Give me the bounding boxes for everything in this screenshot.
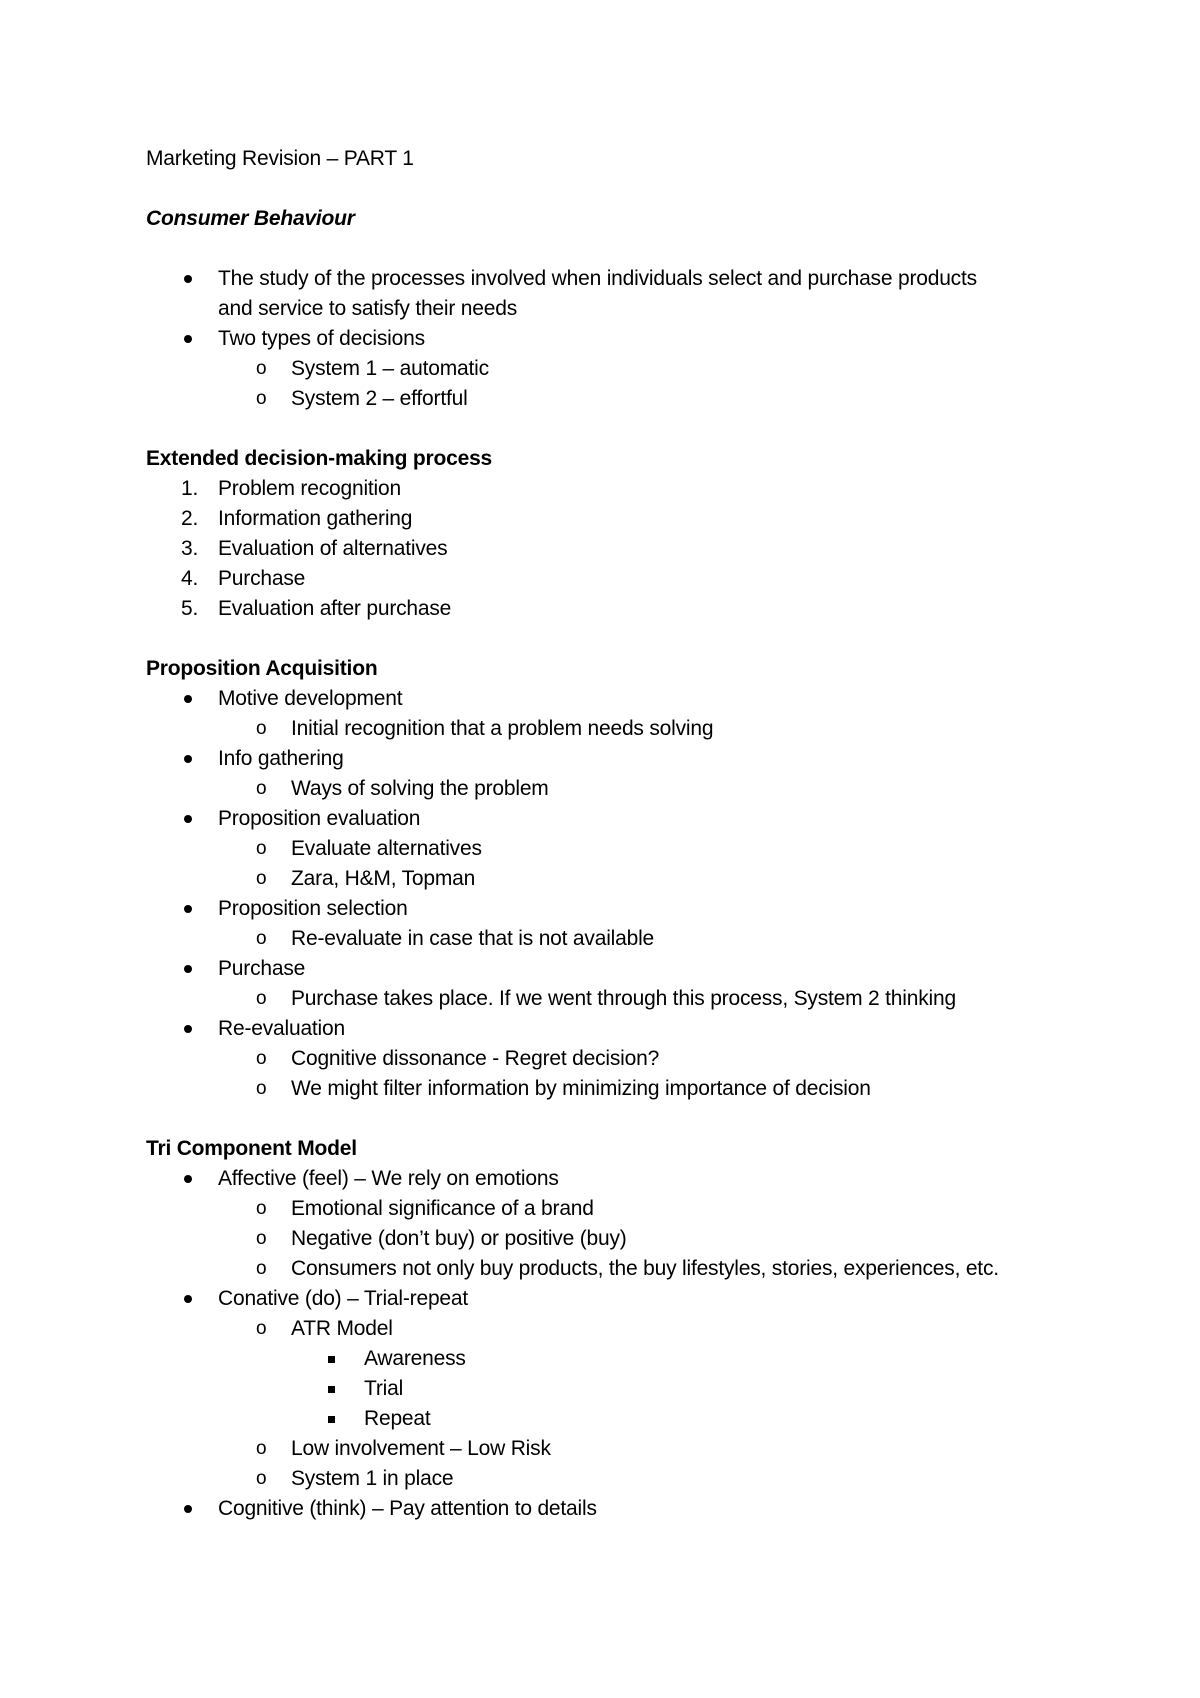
list-item [146,1224,1086,1254]
list-number: 3. [181,537,199,560]
circle-bullet-icon: o [256,1318,267,1339]
list-item-text: Motive development [218,687,403,710]
list-item [146,264,1086,324]
list-item-text: Evaluation after purchase [218,597,452,620]
list-item [146,924,1086,954]
circle-bullet-icon: o [256,988,267,1009]
list-item [146,1314,1086,1344]
document-page [146,144,1086,1524]
list-item-text: Problem recognition [218,477,401,500]
list-item-text: The study of the processes involved when individuals select and purchase products [218,267,977,290]
circle-bullet-icon: o [256,1228,267,1249]
list-item [146,1014,1086,1044]
list-number: 5. [181,597,199,620]
bullet-icon [184,965,192,973]
list-item [146,1404,1086,1434]
list-item [146,1074,1086,1104]
list-item [146,1374,1086,1404]
list-item-text: System 1 in place [291,1467,454,1490]
list-item [146,564,1086,594]
list-item-text: Repeat [364,1407,431,1430]
list-item-text: Purchase takes place. If we went through this process, System 2 thinking [291,987,956,1010]
list-item-text: Negative (don’t buy) or positive (buy) [291,1227,627,1250]
section-heading-extended-decision-making: Extended decision-making process [146,447,493,470]
list-item [146,324,1086,354]
list-item-text: Re-evaluate in case that is not available [291,927,655,950]
spacer [146,174,1086,204]
spacer [146,414,1086,444]
bullet-icon [184,1025,192,1033]
list-item-text: Purchase [218,567,306,590]
circle-bullet-icon: o [256,358,267,379]
circle-bullet-icon: o [256,1468,267,1489]
bullet-icon [184,905,192,913]
circle-bullet-icon: o [256,1048,267,1069]
list-item-text: Cognitive dissonance - Regret decision? [291,1047,660,1070]
list-item [146,594,1086,624]
list-item [146,384,1086,414]
list-item-text: and service to satisfy their needs [218,297,518,320]
list-item [146,1044,1086,1074]
circle-bullet-icon: o [256,838,267,859]
circle-bullet-icon: o [256,868,267,889]
list-item [146,954,1086,984]
list-item [146,1194,1086,1224]
list-item [146,774,1086,804]
circle-bullet-icon: o [256,778,267,799]
list-item-text: Emotional significance of a brand [291,1197,594,1220]
list-item [146,804,1086,834]
list-item-text: Information gathering [218,507,413,530]
list-item [146,504,1086,534]
bullet-icon [184,755,192,763]
list-item [146,1254,1086,1284]
circle-bullet-icon: o [256,1258,267,1279]
list-item-text: Affective (feel) – We rely on emotions [218,1167,559,1190]
document-title: Marketing Revision – PART 1 [146,147,414,170]
list-item-text: Consumers not only buy products, the buy lifestyles, stories, experiences, etc. [291,1257,999,1280]
circle-bullet-icon: o [256,928,267,949]
list-item-text: Two types of decisions [218,327,425,350]
square-bullet-icon [328,1416,335,1423]
list-item-text: We might filter information by minimizing importance of decision [291,1077,871,1100]
list-item [146,1284,1086,1314]
list-item-text: Trial [364,1377,404,1400]
list-item [146,834,1086,864]
list-item-text: Conative (do) – Trial-repeat [218,1287,469,1310]
list-item-text: System 1 – automatic [291,357,489,380]
section-heading-consumer-behaviour: Consumer Behaviour [146,207,355,230]
list-item [146,864,1086,894]
list-item-text: Proposition selection [218,897,408,920]
list-item [146,1164,1086,1194]
bullet-icon [184,275,192,283]
list-item-text: Proposition evaluation [218,807,421,830]
list-item [146,984,1086,1014]
list-item-text: ATR Model [291,1317,393,1340]
circle-bullet-icon: o [256,718,267,739]
list-item-text: System 2 – effortful [291,387,468,410]
square-bullet-icon [328,1386,335,1393]
bullet-icon [184,1175,192,1183]
list-item [146,684,1086,714]
list-item-text: Evaluate alternatives [291,837,482,860]
list-item [146,1464,1086,1494]
list-item-text: Zara, H&M, Topman [291,867,476,890]
bullet-icon [184,1295,192,1303]
list-item [146,1434,1086,1464]
section-heading-tri-component-model: Tri Component Model [146,1137,357,1160]
bullet-icon [184,335,192,343]
spacer [146,624,1086,654]
list-item [146,714,1086,744]
list-number: 1. [181,477,199,500]
list-item-text: Info gathering [218,747,344,770]
list-item-text: Initial recognition that a problem needs solving [291,717,714,740]
spacer [146,1104,1086,1134]
circle-bullet-icon: o [256,1078,267,1099]
list-item [146,744,1086,774]
section-heading-proposition-acquisition: Proposition Acquisition [146,657,378,680]
list-item-text: Low involvement – Low Risk [291,1437,551,1460]
bullet-icon [184,1505,192,1513]
list-item [146,1494,1086,1524]
list-item [146,534,1086,564]
circle-bullet-icon: o [256,1438,267,1459]
list-item [146,894,1086,924]
list-number: 4. [181,567,199,590]
list-item-text: Cognitive (think) – Pay attention to details [218,1497,597,1520]
circle-bullet-icon: o [256,388,267,409]
list-number: 2. [181,507,199,530]
list-item-text: Evaluation of alternatives [218,537,448,560]
bullet-icon [184,815,192,823]
bullet-icon [184,695,192,703]
spacer [146,234,1086,264]
square-bullet-icon [328,1356,335,1363]
list-item [146,1344,1086,1374]
list-item-text: Awareness [364,1347,466,1370]
circle-bullet-icon: o [256,1198,267,1219]
list-item-text: Purchase [218,957,306,980]
list-item [146,474,1086,504]
list-item-text: Ways of solving the problem [291,777,549,800]
list-item [146,354,1086,384]
list-item-text: Re-evaluation [218,1017,345,1040]
